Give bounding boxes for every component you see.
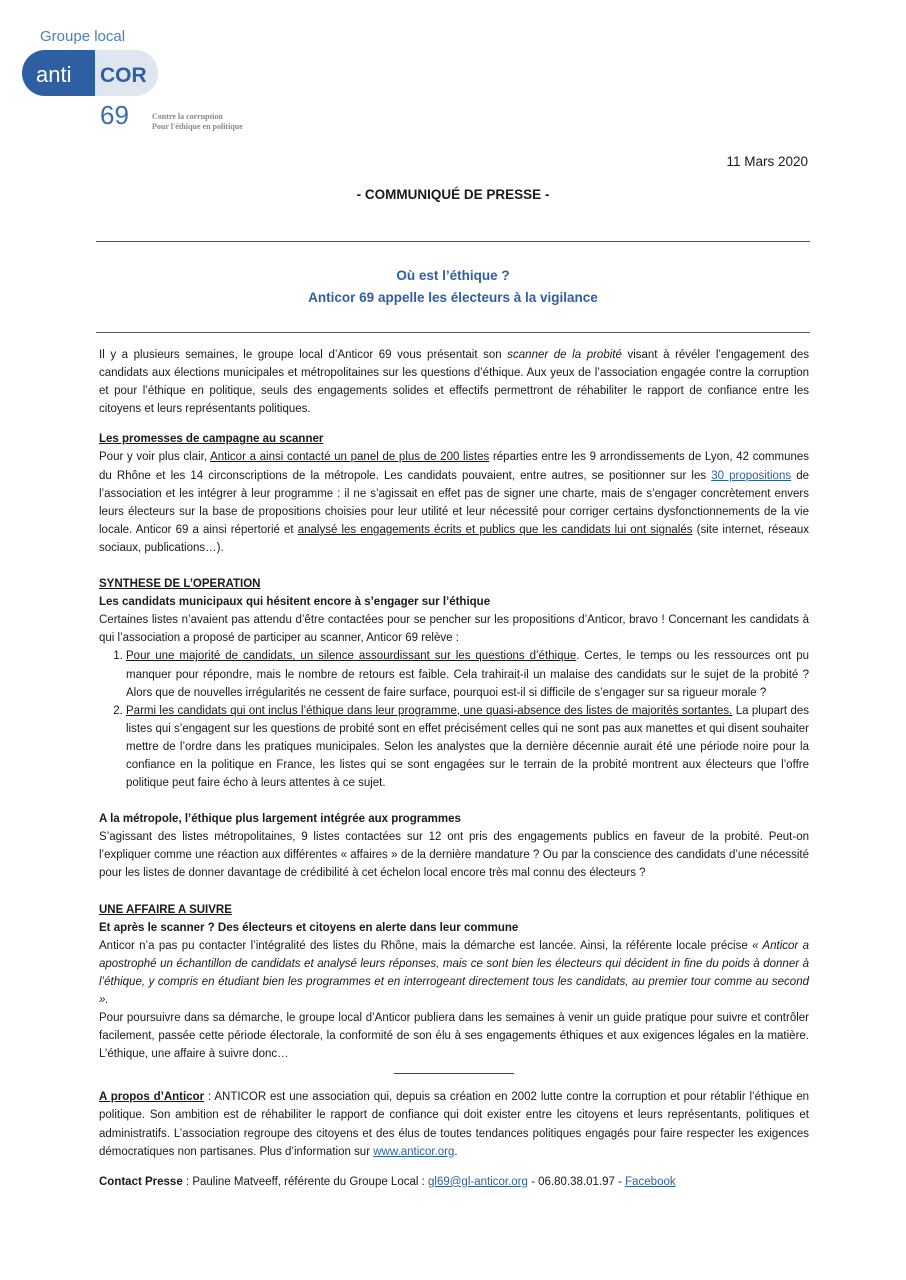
headline-line-2: Anticor 69 appelle les électeurs à la vigilance bbox=[308, 290, 598, 305]
section-metropole-text: S’agissant des listes métropolitaines, 9 listes contactées sur 12 ont pris des engagements publics en faveur de la probité. Peut-on l’expliquer comme une réaction aux différentes « affaires » de la dernière mandature ? Ou par la conscience des candidats d’une nécessité pour les listes de donner davantage de crédibilité à cet échelon local encore très mal connu des électeurs ? bbox=[99, 831, 809, 880]
logo-tagline-2: Pour l'éthique en politique bbox=[152, 122, 243, 131]
section-heading-promesses: Les promesses de campagne au scanner bbox=[99, 433, 324, 446]
section-subheading-scanner: Et après le scanner ? Des électeurs et citoyens en alerte dans leur commune bbox=[99, 921, 519, 934]
intro-paragraph: Il y a plusieurs semaines, le groupe local d’Anticor 69 vous présentait son scanner de la probité visant à révéler l’engagement des candidats aux élections municipales et métropolitaines sur les questions d’éthique. Aux yeux de l’association engagée contre la corruption et pour l’éthique en politique, seuls des engagements solides et effectifs permettront de réhabiliter le rapport de confiance entre les citoyens et leurs représentants politiques. bbox=[99, 349, 810, 416]
propositions-link[interactable]: 30 propositions bbox=[711, 469, 792, 482]
section-affaire-text: Anticor n’a pas pu contacter l’intégralité des listes du Rhône, mais la démarche est lancée. Ainsi, la référente locale précise « Anticor a apostrophé un échantillon de candidats et analysé leurs réponses, mais ce sont bien les électeurs qui décident in fine du poids à donner à l’éthique, y compris en étudiant bien les programmes et en interrogeant directement tous les candidats, au premier tour comme au second ». bbox=[99, 939, 809, 1006]
section-heading-metropole: A la métropole, l’éthique plus largement intégrée aux programmes bbox=[99, 813, 461, 826]
logo-number: 69 bbox=[100, 100, 129, 130]
footer-separator bbox=[394, 1073, 514, 1074]
divider-top bbox=[96, 241, 810, 242]
synthese-intro: Certaines listes n’avaient pas attendu d’être contactées pour se pencher sur les propositions d’Anticor, bravo ! Concernant les candidats à qui l’association a proposé de participer au scanner, Anticor 69 relève : bbox=[99, 614, 809, 645]
logo-tagline-1: Contre la corruption bbox=[152, 112, 223, 121]
headline-line-1: Où est l’éthique ? bbox=[396, 268, 510, 283]
list-item: 2. Parmi les candidats qui ont inclus l’éthique dans leur programme, une quasi-absence des listes de majorités sortantes. La plupart des listes qui s’engagent sur les questions de probité sont en effet précisément celles qui ne sont pas aux manettes et qui disent souhaiter mettre de l’ordre dans les pratiques municipales. Selon les analystes que la dernière décennie aurait été une période noire pour la confiance en la politique en France, les listes qui se sont engagées sur le terrain de la probité montrent aux électeurs que l’offre politique peut faire écho à leurs attentes à ce sujet. bbox=[126, 702, 809, 792]
section-subheading-candidats: Les candidats municipaux qui hésitent encore à s’engager sur l’éthique bbox=[99, 596, 491, 609]
logo-pill-graphic bbox=[20, 44, 170, 104]
logo-anti-text: anti bbox=[36, 62, 72, 87]
release-date: 11 Mars 2020 bbox=[726, 154, 808, 169]
synthese-list bbox=[99, 647, 809, 792]
press-contact: Contact Presse : Pauline Matveeff, référente du Groupe Local : gl69@gl-anticor.org - 06.80.38.01.97 - Facebook bbox=[99, 1175, 676, 1188]
scanner-term: scanner de la probité bbox=[507, 349, 622, 361]
section-heading-affaire: UNE AFFAIRE A SUIVRE bbox=[99, 903, 232, 916]
about-anticor: A propos d’Anticor : ANTICOR est une association qui, depuis sa création en 2002 lutte contre la corruption et pour rétablir l’éthique en politique. Son ambition est de réhabiliter le rapport de confiance qui doit exister entre les citoyens et leurs représentants, politiques et administratifs. L’association regroupe des citoyens et des élus de toutes tendances politiques engagés pour faire respecter les exigences démocratiques non partisanes. Plus d’information sur www.anticor.org. bbox=[99, 1091, 809, 1158]
contact-email-link[interactable]: gl69@gl-anticor.org bbox=[428, 1175, 528, 1188]
press-release-label: - COMMUNIQUÉ DE PRESSE - bbox=[356, 187, 550, 202]
anticor-website-link[interactable]: www.anticor.org bbox=[373, 1145, 455, 1158]
logo-cor-text: COR bbox=[100, 64, 147, 87]
anticor-logo bbox=[20, 28, 280, 138]
facebook-link[interactable]: Facebook bbox=[625, 1175, 676, 1188]
section-promesses-text: Pour y voir plus clair, Anticor a ainsi contacté un panel de plus de 200 listes réparties entre les 9 arrondissements de Lyon, 42 communes du Rhône et les 14 circonscriptions de la métropole. Les candidats pouvaient, entre autres, se positionner sur les 30 propositions de l’association et les intégrer à leur programme : il ne s’agissait en effet pas de signer une charte, mais de s’engager concrètement envers leurs électeurs sur la base de propositions choisies pour leur utilité et leur nécessité pour corriger certains dysfonctionnements de la vie locale. Anticor 69 a ainsi répertorié et analysé les engagements écrits et publics que les candidats lui ont signalés (site internet, réseaux sociaux, publications…). bbox=[99, 451, 810, 554]
section-affaire-text-2: Pour poursuivre dans sa démarche, le groupe local d’Anticor publiera dans les semaines à venir un guide pratique pour suivre et contrôler facilement, passée cette période électorale, la conformité de son élu à ses engagements éthiques et aux exigences légales en la matière. L’éthique, une affaire à suivre donc… bbox=[99, 1012, 809, 1061]
article-body bbox=[99, 346, 809, 1191]
section-heading-synthese: SYNTHESE DE L’OPERATION bbox=[99, 578, 261, 591]
logo-group-label: Groupe local bbox=[40, 28, 126, 45]
referent-quote: « Anticor a apostrophé un échantillon de candidats et analysé leurs réponses, mais ce sont bien les électeurs qui décident in fine du poids à donner à l’éthique, y compris en étudiant bien les programmes et en interrogeant directement tous les candidats, au premier tour comme au second ». bbox=[99, 939, 809, 1006]
divider-bottom bbox=[96, 332, 810, 333]
logo-tagline bbox=[152, 112, 243, 132]
list-item: 1. Pour une majorité de candidats, un silence assourdissant sur les questions d’éthique. Certes, le temps ou les ressources ont pu manquer pour répondre, mais le nombre de retours est faible. Cela trahirait-il un malaise des candidats sur le sujet de la probité ? Alors que de nouvelles irrégularités ne cessent de faire surface, pourquoi est-il si difficile de s’engager sur sa rigueur morale ? bbox=[126, 647, 809, 701]
